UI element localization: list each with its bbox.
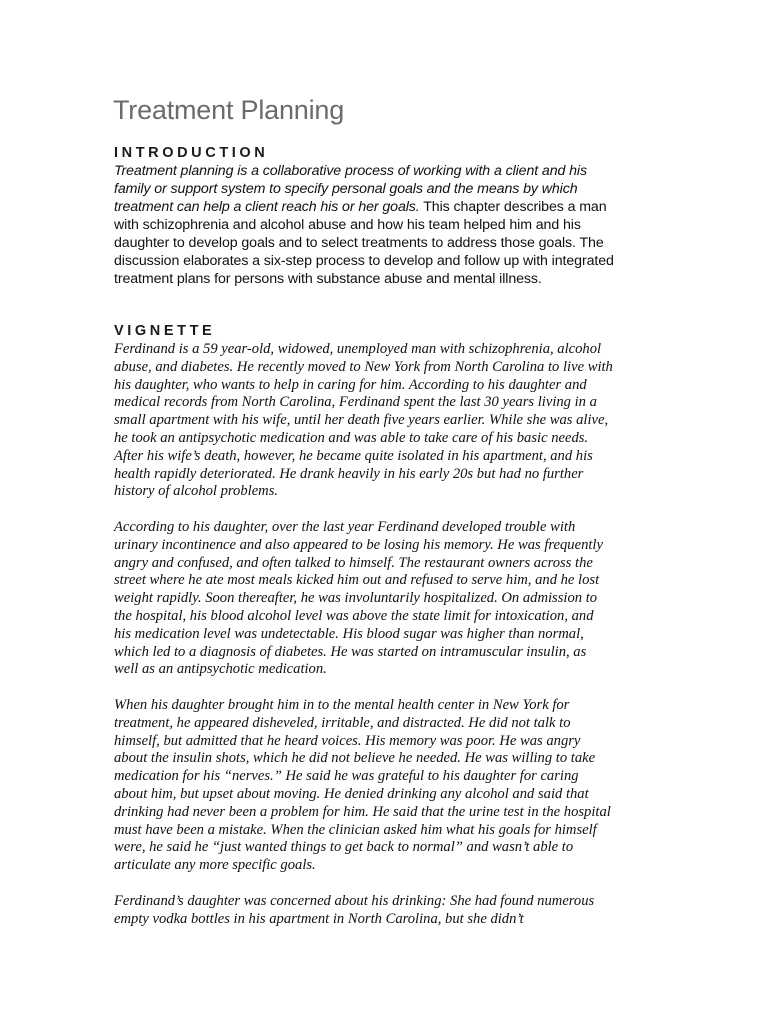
vignette-paragraph: Ferdinand is a 59 year-old, widowed, unemployed man with schizophrenia, alcohol abuse, and diabetes. He recently moved to New York from North Carolina to live with his daughter, who wants to help in caring for him. According to his daughter and medical records from North Carolina, Ferdinand spent the last 30 years living in a small apartment with his wife, until her death five years earlier. While she was alive, he took an antipsychotic medication and was able to take care of his basic needs. After his wife’s death, however, he became quite isolated in his apartment, and his health rapidly deteriorated. He drank heavily in his early 20s but had no further history of alcohol problems. — [114, 341, 613, 500]
introduction-paragraph — [114, 162, 614, 288]
introduction-heading: INTRODUCTION — [114, 145, 269, 161]
vignette-paragraph: According to his daughter, over the last year Ferdinand developed trouble with urinary incontinence and also appeared to be losing his memory. He was frequently angry and confused, and often talked to himself. The restaurant owners across the street where he ate most meals kicked him out and refused to serve him, and he lost weight rapidly. Soon thereafter, he was involuntarily hospitalized. On admission to the hospital, his blood alcohol level was above the state limit for intoxication, and his medication level was undetectable. His blood sugar was higher than normal, which led to a diagnosis of diabetes. He was started on intramuscular insulin, as well as an antipsychotic medication. — [114, 519, 603, 678]
vignette-heading: VIGNETTE — [114, 323, 216, 339]
introduction-definition: Treatment planning is a collaborative process of working with a client and his family or support system to specify personal goals and the means by which treatment can help a client reach his or her goals. — [114, 163, 587, 215]
vignette-paragraph: Ferdinand’s daughter was concerned about his drinking: She had found numerous empty vodka bottles in his apartment in North Carolina, but she didn’t — [114, 893, 595, 927]
introduction-body: This chapter describes a man with schizophrenia and alcohol abuse and how his team helped him and his daughter to develop goals and to select treatments to address those goals. The discussion elaborates a six-step process to develop and follow up with integrated treatment plans for persons with substance abuse and mental illness. — [114, 199, 614, 287]
vignette-paragraph: When his daughter brought him in to the mental health center in New York for treatment, he appeared disheveled, irritable, and distracted. He did not talk to himself, but admitted that he heard voices. His memory was poor. He was angry about the insulin shots, which he did not believe he needed. He was willing to take medication for his “nerves.” He said he was grateful to his daughter for caring about him, but upset about moving. He denied drinking any alcohol and said that drinking had never been a problem for him. He said that the urine test in the hospital must have been a mistake. When the clinician asked him what his goals for himself were, he said he “just wanted things to get back to normal” and wasn’t able to articulate any more specific goals. — [114, 697, 611, 874]
page-title: Treatment Planning — [113, 95, 345, 125]
